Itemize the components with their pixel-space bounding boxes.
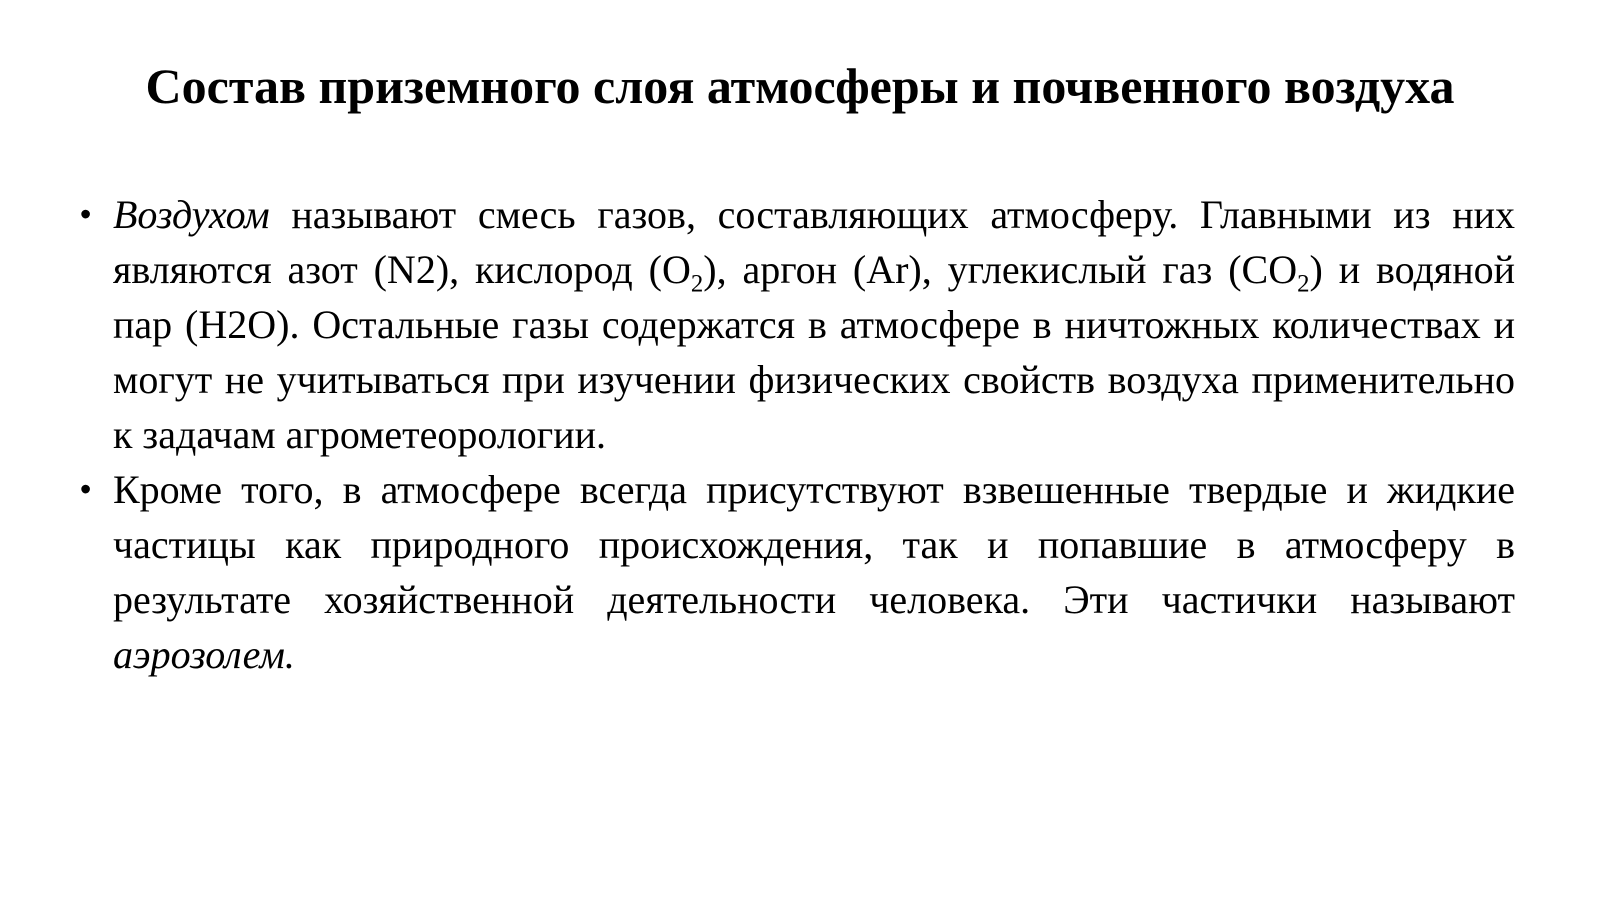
text-segment: ) и водяной пар (H2O). Остальные газы содержатся в атмосфере в ничтожных количествах и могут не учитываться при изучении физических свойств воздуха применительно к задачам агрометеорологии. — [113, 247, 1516, 457]
text-segment: ), аргон (Ar), углекислый газ (CO — [703, 247, 1298, 292]
bullet-list — [80, 187, 1515, 682]
subscript: 2 — [1297, 270, 1310, 298]
text-segment: Кроме того, в атмосфере всегда присутствуют взвешенные твердые и жидкие частицы как природного происхождения, так и попавшие в атмосферу в результате хозяйственной деятельности человека. Эти частички называют — [113, 467, 1515, 622]
slide-title: Состав приземного слоя атмосферы и почвенного воздуха — [145, 58, 1455, 114]
term-aerosol: аэрозолем. — [113, 632, 295, 677]
subscript: 2 — [690, 270, 704, 298]
text-segment: называют смесь газов, составляющих атмосферу. Главными из них являются азот (N2), кислород (O — [113, 192, 1515, 292]
bullet-item-air-definition — [80, 187, 1515, 462]
term-air: Воздухом — [113, 192, 270, 237]
bullet-icon: • — [80, 196, 92, 232]
bullet-item-aerosol — [80, 462, 1515, 682]
bullet-icon: • — [80, 471, 92, 507]
